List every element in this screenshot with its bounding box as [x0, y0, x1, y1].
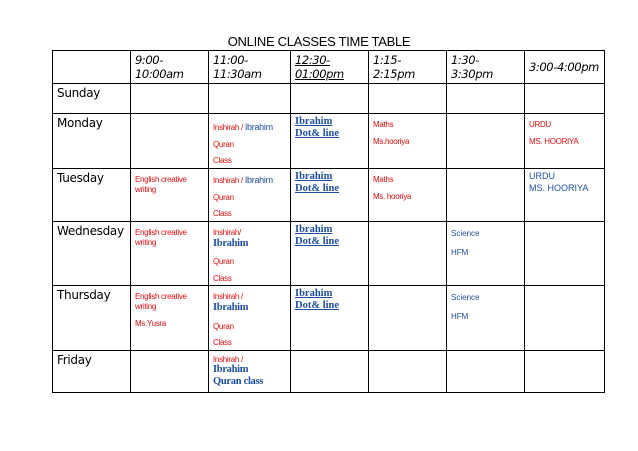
day-wednesday: Wednesday [53, 221, 131, 285]
subject-class: Class [213, 156, 232, 166]
header-corner [53, 51, 131, 84]
subject-class: Class [213, 338, 232, 348]
subject-quran: Quran [213, 192, 234, 202]
subject-quran: Quran [213, 321, 234, 331]
cell-wednesday-5 [447, 221, 525, 285]
teacher-ibrahim: Ibrahim [244, 174, 273, 185]
cell-tuesday-5 [447, 168, 525, 221]
subject-maths: Maths [373, 174, 394, 184]
teacher-ibrahim: Ibrahim [213, 364, 249, 376]
cell-monday-1 [131, 114, 209, 169]
header-time-3: 12:30-01:00pm [291, 51, 369, 84]
cell-thursday-3 [291, 286, 369, 350]
teacher-hooriya: MS. HOORIYA [529, 136, 579, 146]
teacher-ibrahim: Ibrahim [295, 223, 333, 235]
cell-friday-5 [447, 350, 525, 392]
header-time-4: 1:15-2:15pm [369, 51, 447, 84]
cell-wednesday-4 [369, 221, 447, 285]
cell-thursday-2 [209, 286, 291, 350]
cell-friday-6 [525, 350, 605, 392]
cell-tuesday-4 [369, 168, 447, 221]
subject-english: English creative writing [135, 292, 187, 311]
row-thursday [53, 286, 605, 350]
cell-thursday-4 [369, 286, 447, 350]
subject-urdu: URDU [529, 170, 555, 181]
cell-monday-2 [209, 114, 291, 169]
subject-dot-line: Dot& line [295, 127, 340, 139]
day-thursday: Thursday [53, 286, 131, 350]
cell-monday-6 [525, 114, 605, 169]
header-row [53, 51, 605, 84]
subject-science: Science [451, 293, 480, 303]
subject-quran: Quran [213, 139, 234, 149]
teacher-inshirah: Inshirah / [213, 354, 243, 364]
teacher-inshirah: Inshirah / [213, 175, 243, 185]
cell-thursday-1 [131, 286, 209, 350]
teacher-ibrahim: Ibrahim [244, 122, 273, 132]
teacher-ibrahim: Ibrahim [213, 301, 249, 313]
teacher-yusra: Ms.Yusra [135, 318, 166, 328]
cell-tuesday-1 [131, 168, 209, 221]
cell-wednesday-1 [131, 221, 209, 285]
header-time-6: 3:00-4:00pm [525, 51, 605, 84]
teacher-ibrahim: Ibrahim [295, 288, 333, 300]
teacher-hfm: HFM [451, 311, 469, 321]
cell-thursday-6 [525, 286, 605, 350]
cell-tuesday-6 [525, 168, 605, 221]
page-title: ONLINE CLASSES TIME TABLE [227, 34, 411, 49]
cell-thursday-5 [447, 286, 525, 350]
subject-dot-line: Dot& line [295, 299, 340, 311]
subject-dot-line: Dot& line [295, 235, 340, 247]
row-sunday [53, 84, 605, 114]
subject-class: Class [213, 273, 232, 283]
cell-tuesday-3 [291, 168, 369, 221]
header-time-2: 11:00-11:30am [209, 51, 291, 84]
subject-english: English creative writing [135, 174, 187, 194]
teacher-hooriya: Ms. hooriya [373, 191, 412, 201]
cell-wednesday-2 [209, 221, 291, 285]
subject-science: Science [451, 228, 480, 238]
subject-dot-line: Dot& line [295, 182, 340, 194]
cell-tuesday-2 [209, 168, 291, 221]
subject-english: English creative writing [135, 227, 187, 247]
teacher-ibrahim: Ibrahim [295, 116, 333, 127]
teacher-hfm: HFM [451, 247, 469, 257]
row-tuesday [53, 168, 605, 221]
teacher-ibrahim: Ibrahim [213, 237, 249, 249]
cell-monday-3 [291, 114, 369, 169]
teacher-ibrahim: Ibrahim [295, 170, 333, 182]
header-time-5: 1:30-3:30pm [447, 51, 525, 84]
cell-monday-5 [447, 114, 525, 169]
subject-class: Class [213, 209, 232, 219]
day-sunday: Sunday [53, 84, 131, 114]
cell-friday-1 [131, 350, 209, 392]
cell-wednesday-6 [525, 221, 605, 285]
row-wednesday [53, 221, 605, 285]
teacher-hooriya: Ms.hooriya [373, 136, 410, 146]
subject-urdu: URDU [529, 120, 551, 129]
cell-monday-4 [369, 114, 447, 169]
teacher-inshirah: Inshirah / [213, 292, 243, 302]
day-monday: Monday [53, 114, 131, 169]
timetable [52, 50, 605, 393]
cell-friday-2 [209, 350, 291, 392]
subject-maths: Maths [373, 120, 394, 129]
cell-wednesday-3 [291, 221, 369, 285]
teacher-inshirah: Inshirah/ [213, 227, 241, 237]
day-tuesday: Tuesday [53, 168, 131, 221]
row-monday [53, 114, 605, 169]
teacher-hooriya: MS. HOORIYA [529, 182, 589, 193]
row-friday [53, 350, 605, 392]
day-friday: Friday [53, 350, 131, 392]
cell-friday-3 [291, 350, 369, 392]
cell-friday-4 [369, 350, 447, 392]
teacher-inshirah: Inshirah / [213, 123, 243, 132]
header-time-1: 9:00-10:00am [131, 51, 209, 84]
subject-quran: Quran [213, 257, 234, 267]
subject-quran-class: Quran class [213, 375, 264, 387]
